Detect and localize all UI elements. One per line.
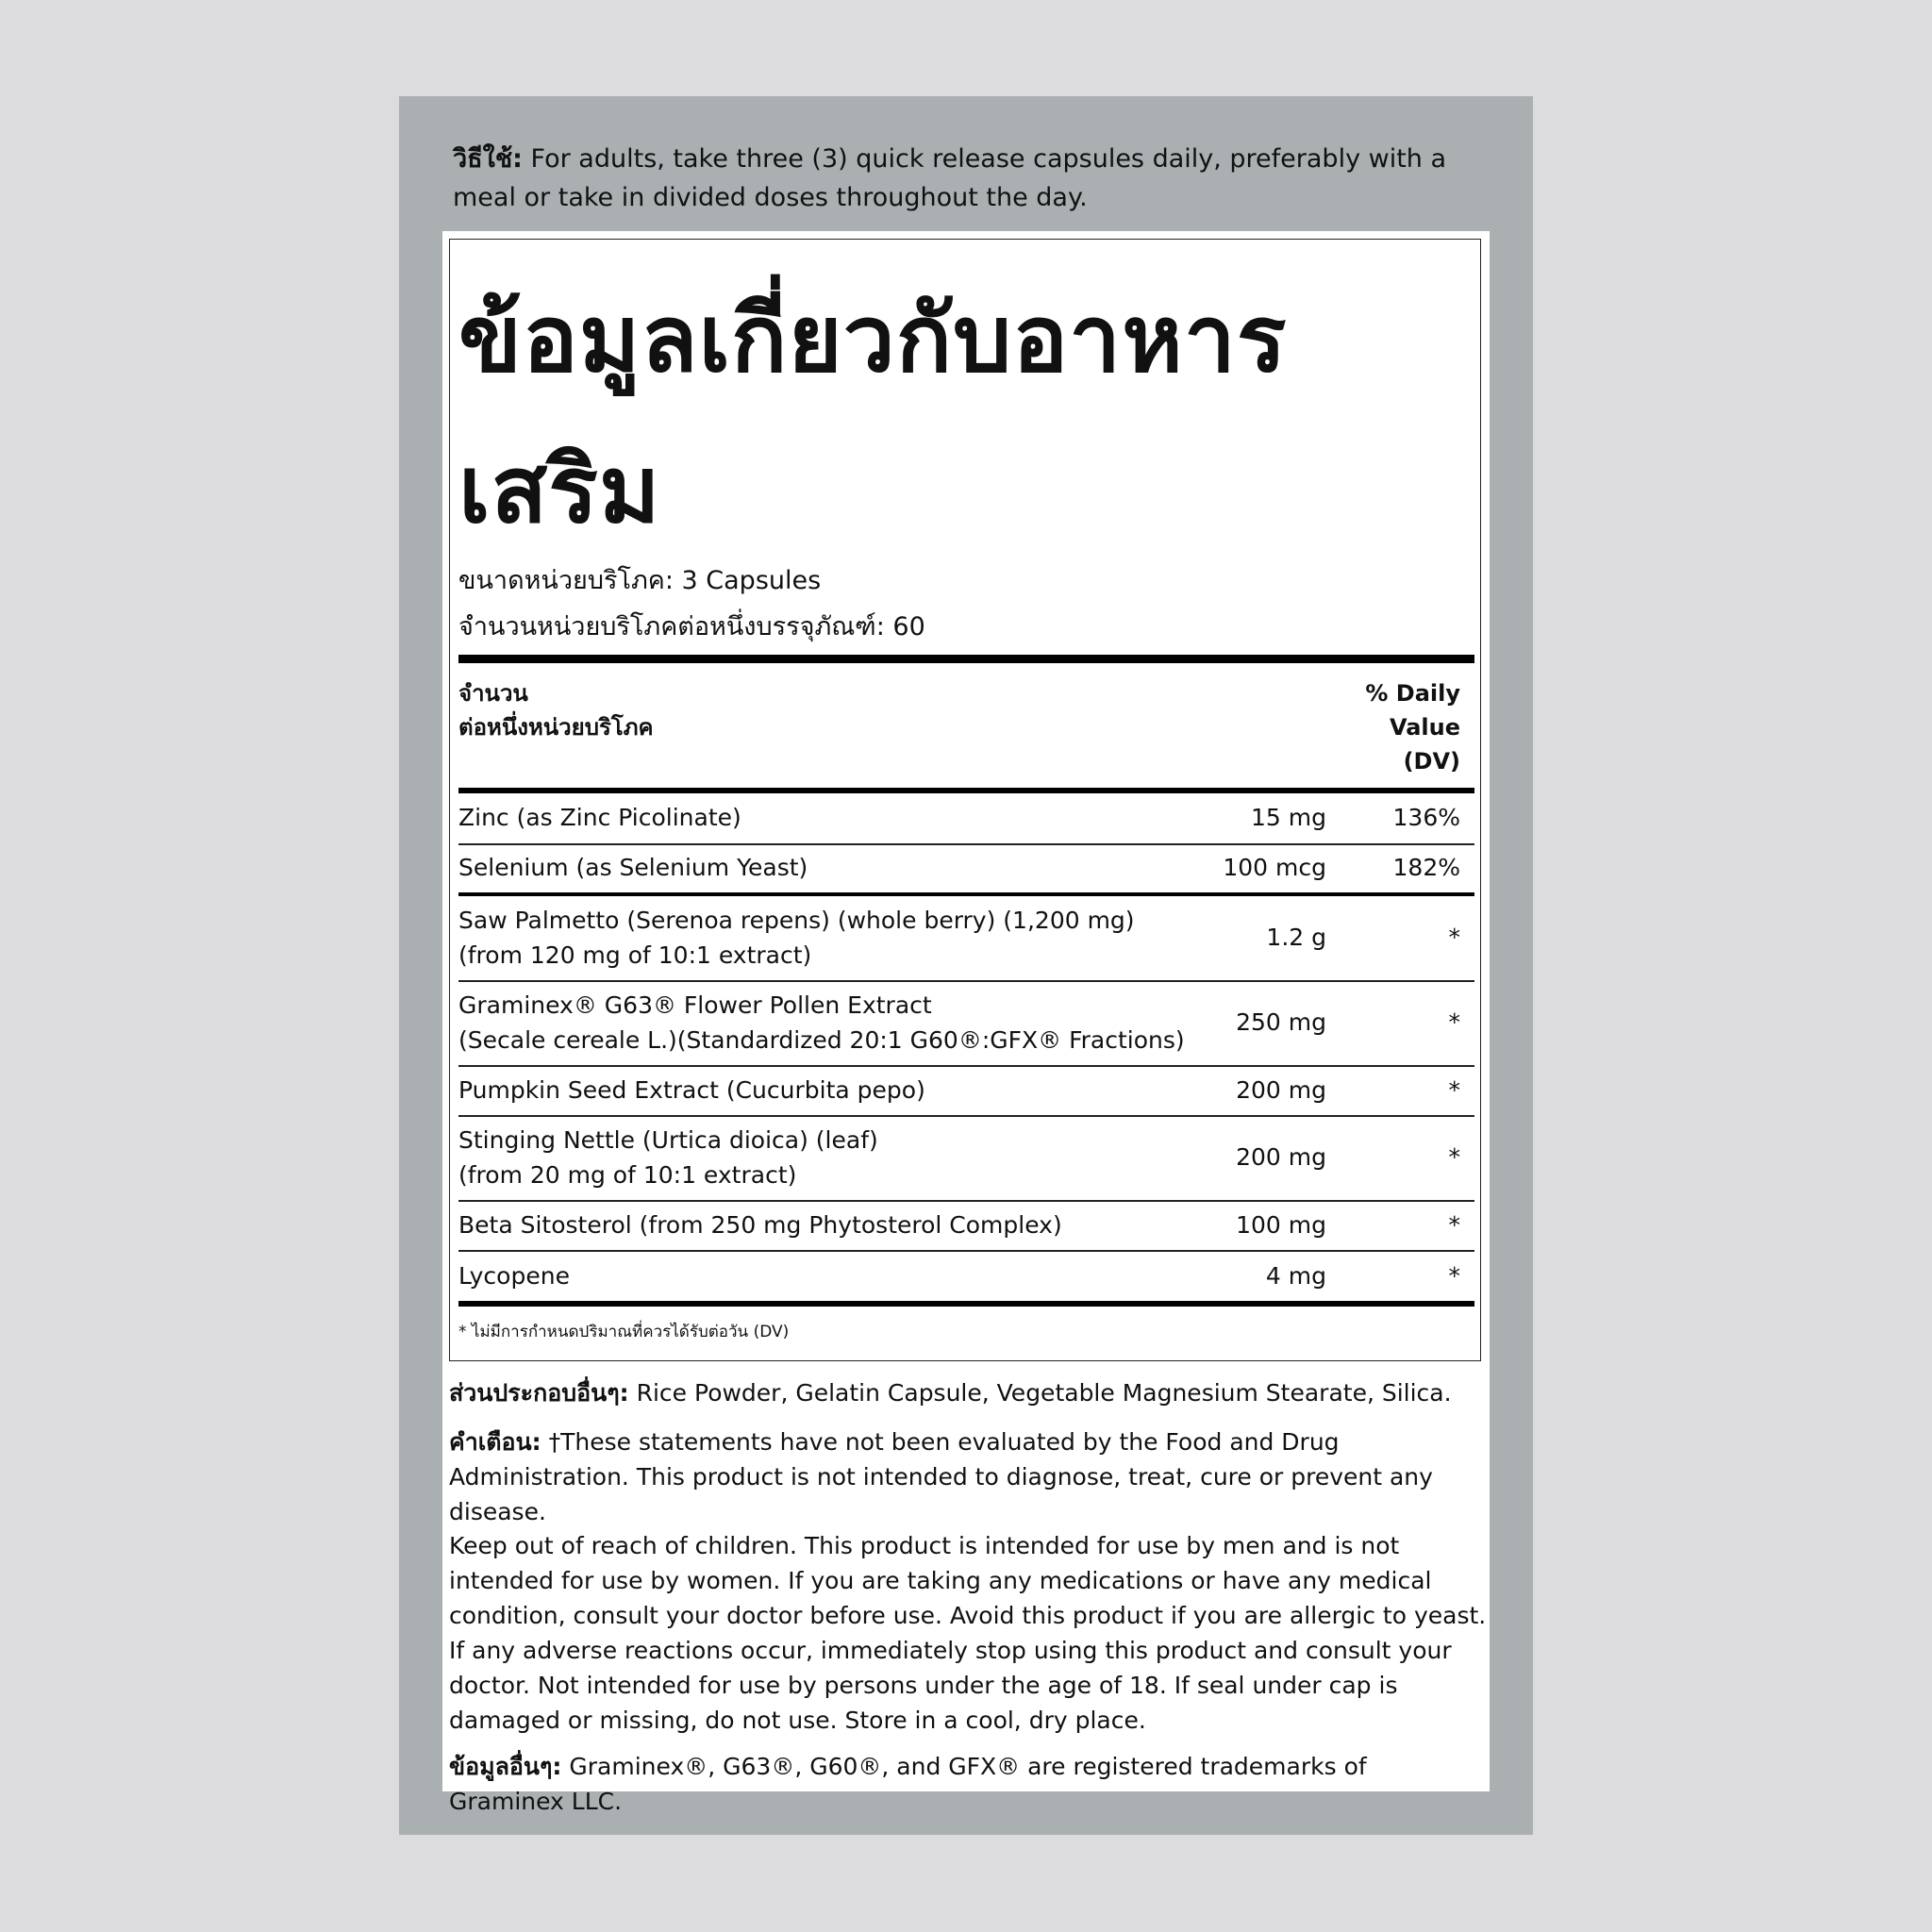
thick-rule-bottom — [458, 1301, 1474, 1307]
header-amount-line1: จำนวน — [458, 680, 528, 707]
nutrient-name: Selenium (as Selenium Yeast) — [458, 854, 808, 881]
section-divider — [458, 892, 1474, 896]
header-dv-line2: Value — [1389, 714, 1460, 741]
thick-rule-top — [458, 655, 1474, 663]
warning-text: †These statements have not been evaluated by the Food and Drug Administration. This product is not intended to diagnose, treat, cure or prevent any disease. — [449, 1428, 1433, 1525]
nutrient-dv: * — [1448, 1143, 1460, 1171]
nutrient-name: Zinc (as Zinc Picolinate) — [458, 804, 741, 831]
nutrient-name-sub: (Secale cereale L.)(Standardized 20:1 G60®:GFX® Fractions) — [458, 1026, 1185, 1054]
header-dv-line1: % Daily — [1365, 680, 1460, 707]
nutrient-dv: * — [1448, 924, 1460, 951]
directions-text: For adults, take three (3) quick release capsules daily, preferably with a meal or take in divided doses throughout the day. — [453, 144, 1447, 212]
nutrient-amount: 15 mg — [1251, 804, 1326, 831]
rule-under-header — [458, 788, 1474, 793]
nutrient-name: Beta Sitosterol (from 250 mg Phytosterol Complex) — [458, 1211, 1062, 1239]
serving-size: ขนาดหน่วยบริโภค: 3 Capsules — [458, 566, 822, 595]
other-info-text: Graminex®, G63®, G60®, and GFX® are registered trademarks of Graminex LLC. — [449, 1753, 1367, 1815]
nutrient-name: Pumpkin Seed Extract (Cucurbita pepo) — [458, 1076, 925, 1104]
header-dv-line3: (DV) — [1403, 748, 1460, 774]
nutrient-amount: 1.2 g — [1266, 924, 1326, 951]
warning-label: คำเตือน: — [449, 1428, 541, 1456]
row-divider — [458, 1200, 1474, 1202]
directions — [453, 140, 1481, 217]
row-divider — [458, 843, 1474, 845]
warning-paragraph: Keep out of reach of children. This product is intended for use by men and is not intended for use by women. If you are taking any medications or have any medical condition, consult your doctor before use. Avoid this product if you are allergic to yeast. If any adverse reactions occur, immediately stop using this product and consult your doctor. Not intended for use by persons under the age of 18. If seal under cap is damaged or missing, do not use. Store in a cool, dry place. — [449, 1532, 1487, 1734]
nutrient-amount: 200 mg — [1236, 1143, 1326, 1171]
nutrient-name: Stinging Nettle (Urtica dioica) (leaf) — [458, 1126, 878, 1154]
nutrient-dv: * — [1448, 1008, 1460, 1036]
nutrient-name: Graminex® G63® Flower Pollen Extract — [458, 991, 932, 1019]
nutrient-amount: 100 mg — [1236, 1211, 1326, 1239]
warning — [449, 1424, 1487, 1529]
other-info — [449, 1749, 1487, 1819]
nutrient-name: Lycopene — [458, 1262, 570, 1290]
servings-per-container: จำนวนหน่วยบริโภคต่อหนึ่งบรรจุภัณฑ์: 60 — [458, 612, 925, 641]
other-ingredients-label: ส่วนประกอบอื่นๆ: — [449, 1379, 629, 1407]
row-divider — [458, 1250, 1474, 1252]
nutrient-amount: 4 mg — [1265, 1262, 1326, 1290]
nutrient-amount: 100 mcg — [1223, 854, 1326, 881]
row-divider — [458, 980, 1474, 982]
nutrient-dv: * — [1448, 1262, 1460, 1290]
nutrient-name-sub: (from 120 mg of 10:1 extract) — [458, 941, 812, 969]
directions-label: วิธีใช้: — [453, 144, 523, 174]
header-amount-line2: ต่อหนึ่งหน่วยบริโภค — [458, 714, 654, 741]
other-ingredients-text: Rice Powder, Gelatin Capsule, Vegetable Magnesium Stearate, Silica. — [628, 1379, 1452, 1407]
nutrient-amount: 250 mg — [1236, 1008, 1326, 1036]
row-divider — [458, 1065, 1474, 1067]
nutrient-dv: 136% — [1392, 804, 1460, 831]
row-divider — [458, 1115, 1474, 1117]
facts-title: ข้อมูลเกี่ยวกับอาหารเสริม — [458, 286, 1288, 544]
nutrient-amount: 200 mg — [1236, 1076, 1326, 1104]
dv-footnote: * ไม่มีการกำหนดปริมาณที่ควรได้รับต่อวัน (DV) — [458, 1323, 790, 1341]
nutrient-dv: * — [1448, 1076, 1460, 1104]
nutrient-name: Saw Palmetto (Serenoa repens) (whole berry) (1,200 mg) — [458, 907, 1135, 934]
other-ingredients — [449, 1375, 1487, 1410]
other-info-label: ข้อมูลอื่นๆ: — [449, 1753, 562, 1780]
nutrient-dv: * — [1448, 1211, 1460, 1239]
nutrient-dv: 182% — [1392, 854, 1460, 881]
nutrient-name-sub: (from 20 mg of 10:1 extract) — [458, 1161, 797, 1189]
